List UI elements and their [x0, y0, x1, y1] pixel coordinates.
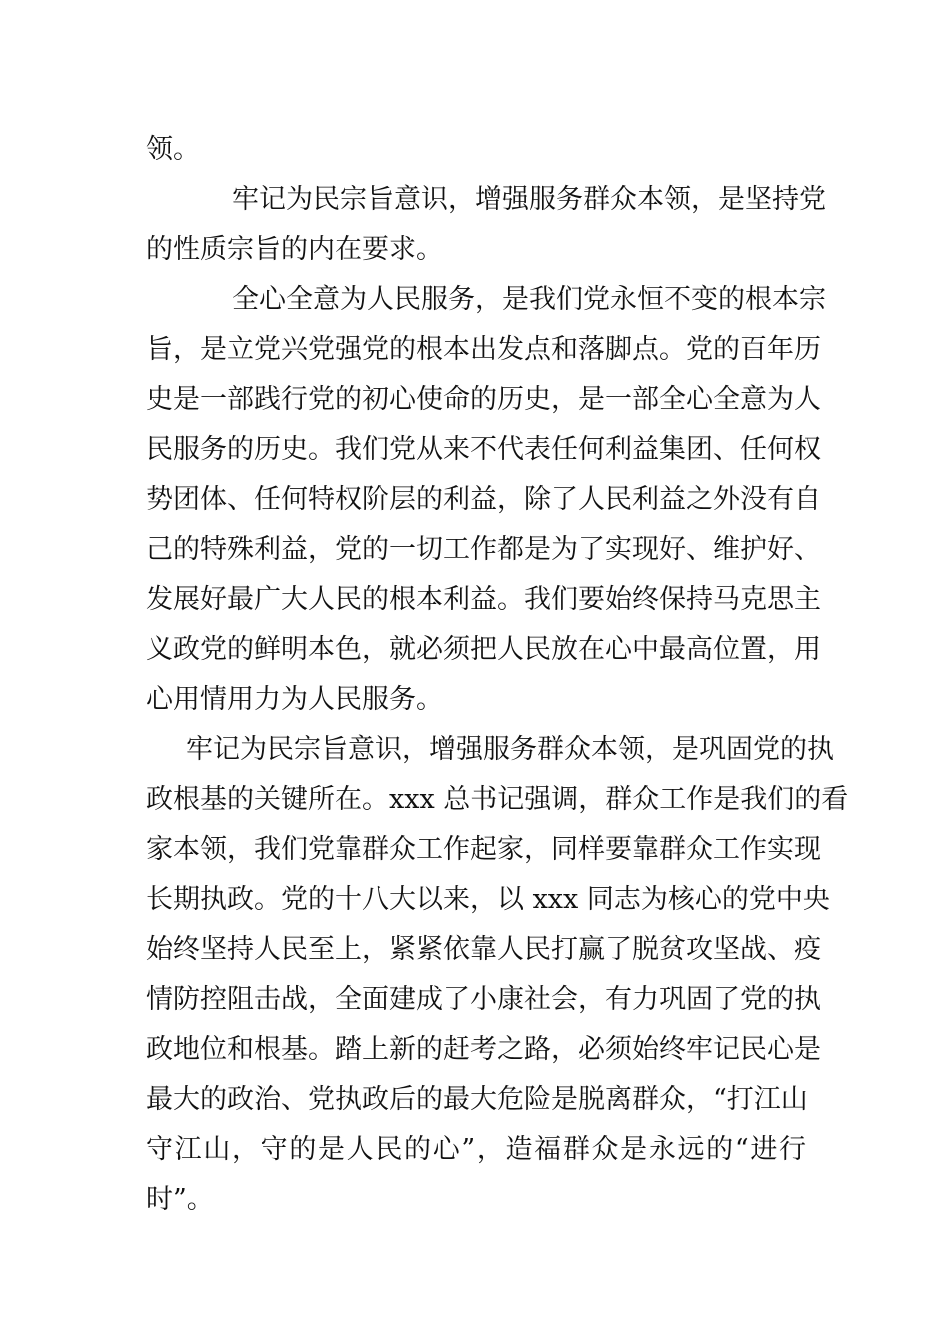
- text-line: 史是一部践行党的初心使命的历史，是一部全心全意为人: [146, 384, 821, 415]
- text-line: 政地位和根基。踏上新的赶考之路，必须始终牢记民心是: [146, 1034, 821, 1065]
- text-line: 心用情用力为人民服务。: [146, 684, 443, 715]
- text-line: 己的特殊利益，党的一切工作都是为了实现好、维护好、: [146, 534, 821, 565]
- text-line: 发展好最广大人民的根本利益。我们要始终保持马克思主: [146, 584, 821, 615]
- text-line: 家本领，我们党靠群众工作起家，同样要靠群众工作实现: [146, 834, 821, 865]
- text-line: 时”。: [146, 1184, 214, 1215]
- text-line: 势团体、任何特权阶层的利益，除了人民利益之外没有自: [146, 484, 821, 515]
- text-line: 旨，是立党兴党强党的根本出发点和落脚点。党的百年历: [146, 334, 821, 365]
- text-line: 始终坚持人民至上，紧紧依靠人民打赢了脱贫攻坚战、疫: [146, 934, 821, 965]
- text-line: 民服务的历史。我们党从来不代表任何利益集团、任何权: [146, 434, 821, 465]
- text-line: 领。: [146, 134, 200, 165]
- paragraph-2-line: 全心全意为人民服务，是我们党永恒不变的根本宗: [232, 284, 826, 315]
- text-line: 情防控阻击战，全面建成了小康社会，有力巩固了党的执: [146, 984, 821, 1015]
- text-line: 守江山，守的是人民的心”，造福群众是永远的“进行: [146, 1134, 806, 1165]
- text-line: 最大的政治、党执政后的最大危险是脱离群众，“打江山: [146, 1084, 808, 1115]
- paragraph-3-line: 牢记为民宗旨意识，增强服务群众本领，是巩固党的执: [186, 734, 834, 765]
- text-line: 长期执政。党的十八大以来，以 xxx 同志为核心的党中央: [146, 884, 830, 915]
- text-line: 的性质宗旨的内在要求。: [146, 234, 443, 265]
- text-line: 义政党的鲜明本色，就必须把人民放在心中最高位置，用: [146, 634, 821, 665]
- paragraph-1-line: 牢记为民宗旨意识，增强服务群众本领，是坚持党: [232, 184, 826, 215]
- text-line: 政根基的关键所在。xxx 总书记强调，群众工作是我们的看: [146, 784, 849, 815]
